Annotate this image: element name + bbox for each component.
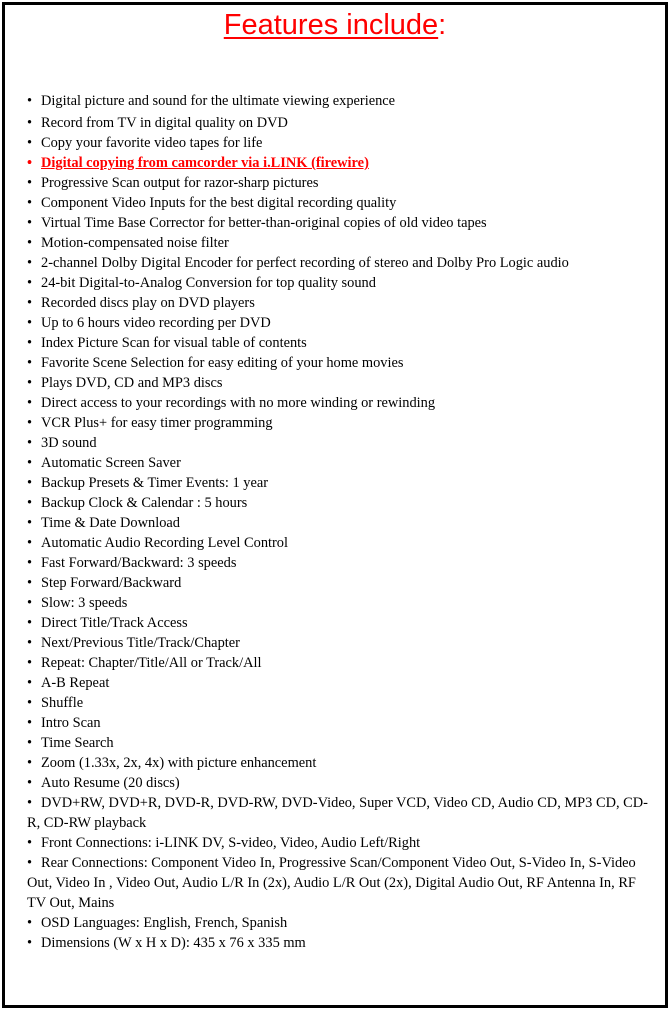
feature-item [27,333,651,353]
feature-item [27,113,651,133]
feature-text: Virtual Time Base Corrector for better-than-original copies of old video tapes [41,215,487,231]
bullet-icon: • [27,475,33,491]
feature-item [27,853,651,913]
bullet-icon: • [27,775,33,791]
feature-item [27,433,651,453]
bullet-icon: • [27,275,33,291]
feature-text: Fast Forward/Backward: 3 speeds [41,555,237,571]
feature-text: A-B Repeat [41,675,110,691]
bullet-icon: • [27,795,33,811]
bullet-icon: • [27,935,33,951]
title-colon: : [438,9,447,41]
feature-text: Motion-compensated noise filter [41,235,229,251]
feature-item [27,393,651,413]
feature-item [27,753,651,773]
feature-item [27,233,651,253]
feature-text: Component Video Inputs for the best digital recording quality [41,195,397,211]
feature-text: Backup Clock & Calendar : 5 hours [41,495,248,511]
feature-text: Next/Previous Title/Track/Chapter [41,635,240,651]
feature-text: 3D sound [41,435,97,451]
bullet-icon: • [27,455,33,471]
feature-item [27,833,651,853]
feature-item [27,613,651,633]
feature-item [27,933,651,953]
feature-text: Slow: 3 speeds [41,595,128,611]
bullet-icon: • [27,635,33,651]
bullet-icon: • [27,135,33,151]
feature-text: Dimensions (W x H x D): 435 x 76 x 335 mm [41,935,306,951]
feature-item [27,353,651,373]
feature-item [27,713,651,733]
bullet-icon: • [27,335,33,351]
feature-text: Intro Scan [41,715,101,731]
bullet-icon: • [27,255,33,271]
feature-text: Digital picture and sound for the ultimate viewing experience [41,93,396,109]
feature-text: Automatic Audio Recording Level Control [41,535,288,551]
bullet-icon: • [27,735,33,751]
bullet-icon: • [27,755,33,771]
feature-item [27,653,651,673]
feature-text: Record from TV in digital quality on DVD [41,115,288,131]
feature-item-highlight [27,153,651,173]
feature-text: DVD+RW, DVD+R, DVD-R, DVD-RW, DVD-Video, Super VCD, Video CD, Audio CD, MP3 CD, CD-R, CD-RW playback [27,795,648,831]
feature-text: Plays DVD, CD and MP3 discs [41,375,223,391]
feature-item [27,573,651,593]
bullet-icon: • [27,555,33,571]
bullet-icon: • [27,235,33,251]
bullet-icon: • [27,615,33,631]
feature-text: Index Picture Scan for visual table of contents [41,335,307,351]
bullet-icon: • [27,495,33,511]
feature-text: Recorded discs play on DVD players [41,295,255,311]
bullet-icon: • [27,115,33,131]
feature-text: Time Search [41,735,114,751]
feature-item [27,513,651,533]
bullet-icon: • [27,315,33,331]
feature-item [27,253,651,273]
feature-item [27,453,651,473]
bullet-icon: • [27,93,33,109]
bullet-icon: • [27,675,33,691]
feature-text: VCR Plus+ for easy timer programming [41,415,273,431]
feature-item [27,493,651,513]
title-text: Features include [223,9,439,41]
bullet-icon: • [27,835,33,851]
bullet-icon: • [27,155,33,171]
feature-text: Shuffle [41,695,84,711]
feature-item [27,593,651,613]
feature-item [27,913,651,933]
bullet-icon: • [27,535,33,551]
feature-text: Zoom (1.33x, 2x, 4x) with picture enhancement [41,755,317,771]
feature-text: Copy your favorite video tapes for life [41,135,263,151]
bullet-icon: • [27,695,33,711]
bullet-icon: • [27,355,33,371]
feature-item [27,633,651,653]
bullet-icon: • [27,715,33,731]
feature-item [27,673,651,693]
feature-text: Favorite Scene Selection for easy editing of your home movies [41,355,404,371]
bullet-icon: • [27,375,33,391]
feature-item [27,473,651,493]
feature-item [27,193,651,213]
feature-item [27,313,651,333]
feature-item [27,693,651,713]
feature-item [27,733,651,753]
bullet-icon: • [27,915,33,931]
feature-item [27,373,651,393]
feature-text: Direct access to your recordings with no more winding or rewinding [41,395,436,411]
feature-text: Backup Presets & Timer Events: 1 year [41,475,269,491]
feature-item [27,533,651,553]
feature-item [27,213,651,233]
feature-item [27,773,651,793]
feature-text: Automatic Screen Saver [41,455,181,471]
feature-text: Up to 6 hours video recording per DVD [41,315,271,331]
feature-list [27,91,651,953]
feature-item [27,133,651,153]
feature-text: OSD Languages: English, French, Spanish [41,915,288,931]
feature-item [27,793,651,833]
bullet-icon: • [27,595,33,611]
bullet-icon: • [27,295,33,311]
feature-text: Rear Connections: Component Video In, Progressive Scan/Component Video Out, S-Video In, S-Video Out, Video In , Video Out, Audio L/R In (2x), Audio L/R Out (2x), Digital Audio Out, RF Antenna In, RF TV Out, Mains [27,855,636,911]
bullet-icon: • [27,435,33,451]
feature-text: Step Forward/Backward [41,575,182,591]
feature-item [27,553,651,573]
feature-text: 24-bit Digital-to-Analog Conversion for top quality sound [41,275,376,291]
feature-item [27,91,651,111]
features-panel [2,2,668,1008]
bullet-icon: • [27,395,33,411]
feature-text: Time & Date Download [41,515,180,531]
feature-text: Progressive Scan output for razor-sharp pictures [41,175,319,191]
feature-text: Front Connections: i-LINK DV, S-video, Video, Audio Left/Right [41,835,421,851]
bullet-icon: • [27,575,33,591]
feature-text: Auto Resume (20 discs) [41,775,180,791]
bullet-icon: • [27,655,33,671]
page-title [5,7,665,43]
feature-text: Direct Title/Track Access [41,615,188,631]
feature-item [27,413,651,433]
bullet-icon: • [27,175,33,191]
bullet-icon: • [27,215,33,231]
feature-text: 2-channel Dolby Digital Encoder for perfect recording of stereo and Dolby Pro Logic audio [41,255,569,271]
feature-item [27,273,651,293]
feature-item [27,293,651,313]
bullet-icon: • [27,415,33,431]
bullet-icon: • [27,195,33,211]
bullet-icon: • [27,855,33,871]
feature-text: Repeat: Chapter/Title/All or Track/All [41,655,262,671]
feature-item [27,173,651,193]
feature-text: Digital copying from camcorder via i.LINK (firewire) [41,155,369,171]
bullet-icon: • [27,515,33,531]
